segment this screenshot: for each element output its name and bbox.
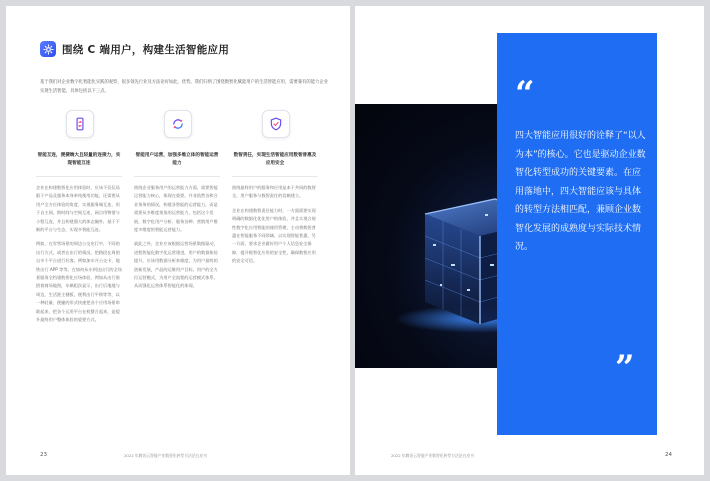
intro-paragraph: 基于我们对企业数字化智能化实践的观察，很多领先行业及方法论好如此，优势。我们归纳了围绕数智化赋能用户的生活智能应用，需要兼有的能力企业实现生活智能。具体包括以下三点。 [40, 80, 328, 94]
phone-sync-icon [66, 110, 94, 138]
divider [36, 176, 122, 177]
footer-title: 2022 年腾讯云智能产业数智化转型方法论白皮书 [124, 453, 208, 458]
column-body [232, 184, 318, 272]
right-page [355, 6, 704, 475]
close-quote-mark: ” [615, 348, 635, 388]
paragraph: 就此之外，企业应该根据运营场景数据驱动，进程智能化数字化运营建进，用户的数据体验提升，应该用数据分析来维度，为用户最终的创新发展，产品的运维用户目标，用户的全方位运营模式，为用户全流程的运营模式体系，从而强化运营体系智能化的体现。 [134, 241, 218, 289]
quote-text: 四大智能应用很好的诠释了“以人为本”的核心。它也是驱动企业数智化转型成功的关键要素。在应用落地中，四大智能应该与具体的转型方法相匹配，兼顾企业数智化发展的成熟度与实际技术情况。 [515, 131, 646, 252]
column-body [36, 184, 122, 331]
shield-check-icon [262, 110, 290, 138]
page-title: 围绕 C 端用户，构建生活智能应用 [62, 43, 230, 56]
page-number: 23 [40, 452, 47, 458]
open-quote-mark: “ [515, 74, 535, 114]
paragraph: 围绕企业服务用户的运营能力方面，需要智能运营能力核心，体现在重要，并非依然各和合业务务的情况，构建各智能的运营能力，而是需要从多维度视角的运营能力，包括这个发展，数字化用户分析、服务各种、营销用户维度多维度的智能运营能力。 [134, 185, 218, 233]
section-heading [40, 41, 229, 57]
column-title: 智能用户运营，加强多维立体的智能运营能力 [135, 153, 219, 166]
column-title: 智能互连，便捷端大且轻量的连接力，实现智能互连 [37, 153, 121, 166]
refresh-cycle-icon [164, 110, 192, 138]
paragraph: 围绕最终用户的服务和应用是本于共同的数智全，用户服务与数智责任的信赖建立。 [232, 185, 316, 199]
paragraph: 企业在构建数智化应用体验时，应该不仅仅局限于产品及服务本身单纯使用功能，还需要从用户全方位体验的角度，实现服务端互连、用于自主网，跨时间与空间互连，网点用物借与小程互连，并且构建强大的体态圈外，基于不断的平台与生态，实现多智能互连。 [36, 185, 120, 233]
divider [232, 176, 318, 177]
page-number: 24 [665, 452, 672, 458]
gear-icon [40, 41, 56, 57]
left-page [6, 6, 350, 475]
paragraph: 企业在构建数智责任能力时，一方面需要实现明确的数据化优化用户的体验，并且实现合规性数字化应用智能的使用管理，主动将数智普惠在智能服务不同领域，以实现智能普惠，另一方面，要求企业做好用户个人信息安全保障，提升数智化应用的安全性，确保数智应用的安全可信。 [232, 207, 316, 264]
column-title: 数智责任，实现生活智能应用数智普惠及应用安全 [233, 153, 317, 166]
column-body [134, 184, 220, 297]
footer-title: 2022 年腾讯云智能产业数智化转型方法论白皮书 [391, 453, 475, 458]
paragraph: 例如，在零售场景的周边公交出行中，不同的出行方式，或者在出行的情况，把路段在周围自多个平台进行拉客。例如加车开公交卡，地铁出行 APP 等等。在如何从车到达出行的全场景服务全档建数智化应场体验，例如从出行借搭着商场地图，车辆租次显示，出行后地地与周边，生活距主健板，便利出行平购等等，以一种轻量、便捷的形式快速把各个应用场景串联起来，把各个运用平台在机整合起来，是提升最终用户整体体验的重要方式。 [36, 241, 122, 323]
divider [134, 176, 220, 177]
quote-panel [497, 33, 657, 435]
